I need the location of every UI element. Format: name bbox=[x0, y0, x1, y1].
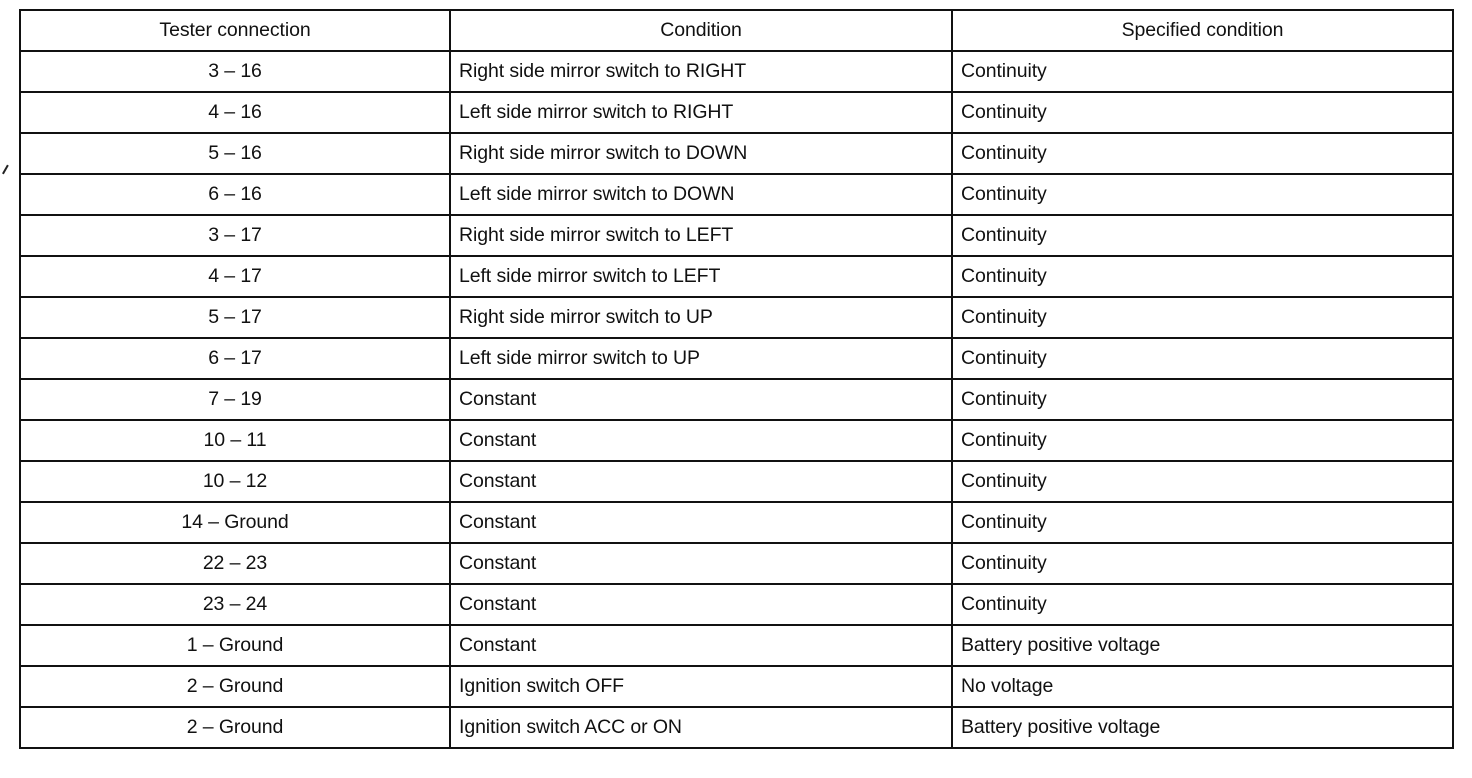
table-row bbox=[20, 625, 1453, 666]
table-row bbox=[20, 174, 1453, 215]
tester-connection-cell: 7 – 19 bbox=[20, 379, 450, 420]
table-row bbox=[20, 215, 1453, 256]
condition-cell: Right side mirror switch to RIGHT bbox=[450, 51, 952, 92]
condition-cell: Constant bbox=[450, 543, 952, 584]
table-row bbox=[20, 461, 1453, 502]
tester-connection-cell: 3 – 17 bbox=[20, 215, 450, 256]
specified-condition-cell: Continuity bbox=[952, 256, 1453, 297]
condition-cell: Constant bbox=[450, 502, 952, 543]
header-row bbox=[20, 10, 1453, 51]
specified-condition-cell: Continuity bbox=[952, 543, 1453, 584]
specified-condition-cell: Continuity bbox=[952, 379, 1453, 420]
specified-condition-cell: Battery positive voltage bbox=[952, 707, 1453, 748]
condition-cell: Constant bbox=[450, 584, 952, 625]
tester-connection-cell: 1 – Ground bbox=[20, 625, 450, 666]
tester-connection-cell: 5 – 17 bbox=[20, 297, 450, 338]
tester-connection-cell: 10 – 12 bbox=[20, 461, 450, 502]
tester-connection-cell: 4 – 17 bbox=[20, 256, 450, 297]
condition-cell: Ignition switch OFF bbox=[450, 666, 952, 707]
condition-cell: Constant bbox=[450, 379, 952, 420]
header-specified-condition: Specified condition bbox=[952, 10, 1453, 51]
condition-cell: Left side mirror switch to RIGHT bbox=[450, 92, 952, 133]
header-tester-connection: Tester connection bbox=[20, 10, 450, 51]
specified-condition-cell: Continuity bbox=[952, 461, 1453, 502]
specified-condition-cell: Continuity bbox=[952, 133, 1453, 174]
table-row bbox=[20, 502, 1453, 543]
specified-condition-cell: Continuity bbox=[952, 297, 1453, 338]
table-row bbox=[20, 338, 1453, 379]
condition-cell: Right side mirror switch to LEFT bbox=[450, 215, 952, 256]
scan-mark bbox=[2, 165, 14, 178]
specified-condition-cell: Continuity bbox=[952, 215, 1453, 256]
specified-condition-cell: Battery positive voltage bbox=[952, 625, 1453, 666]
header-condition: Condition bbox=[450, 10, 952, 51]
table-row bbox=[20, 92, 1453, 133]
specified-condition-cell: Continuity bbox=[952, 502, 1453, 543]
table-row bbox=[20, 584, 1453, 625]
table-row bbox=[20, 256, 1453, 297]
table-row bbox=[20, 133, 1453, 174]
condition-cell: Left side mirror switch to DOWN bbox=[450, 174, 952, 215]
condition-cell: Constant bbox=[450, 461, 952, 502]
tester-connection-cell: 3 – 16 bbox=[20, 51, 450, 92]
table-row bbox=[20, 297, 1453, 338]
table-row bbox=[20, 379, 1453, 420]
tester-connection-cell: 4 – 16 bbox=[20, 92, 450, 133]
tester-connection-cell: 2 – Ground bbox=[20, 666, 450, 707]
specified-condition-cell: Continuity bbox=[952, 420, 1453, 461]
condition-cell: Left side mirror switch to LEFT bbox=[450, 256, 952, 297]
table-row bbox=[20, 543, 1453, 584]
condition-cell: Constant bbox=[450, 625, 952, 666]
table-row bbox=[20, 666, 1453, 707]
tester-connection-cell: 5 – 16 bbox=[20, 133, 450, 174]
tester-connection-cell: 14 – Ground bbox=[20, 502, 450, 543]
specified-condition-cell: Continuity bbox=[952, 338, 1453, 379]
specified-condition-cell: Continuity bbox=[952, 92, 1453, 133]
tester-connection-cell: 23 – 24 bbox=[20, 584, 450, 625]
switch-inspection-table bbox=[19, 9, 1454, 749]
table-row bbox=[20, 707, 1453, 748]
table-row bbox=[20, 420, 1453, 461]
tester-connection-cell: 6 – 16 bbox=[20, 174, 450, 215]
tester-connection-cell: 2 – Ground bbox=[20, 707, 450, 748]
specified-condition-cell: Continuity bbox=[952, 174, 1453, 215]
condition-cell: Right side mirror switch to DOWN bbox=[450, 133, 952, 174]
condition-cell: Left side mirror switch to UP bbox=[450, 338, 952, 379]
specified-condition-cell: No voltage bbox=[952, 666, 1453, 707]
specified-condition-cell: Continuity bbox=[952, 51, 1453, 92]
table-row bbox=[20, 51, 1453, 92]
specified-condition-cell: Continuity bbox=[952, 584, 1453, 625]
condition-cell: Ignition switch ACC or ON bbox=[450, 707, 952, 748]
condition-cell: Constant bbox=[450, 420, 952, 461]
condition-cell: Right side mirror switch to UP bbox=[450, 297, 952, 338]
tester-connection-cell: 6 – 17 bbox=[20, 338, 450, 379]
tester-connection-cell: 10 – 11 bbox=[20, 420, 450, 461]
table-body bbox=[20, 51, 1453, 748]
tester-connection-cell: 22 – 23 bbox=[20, 543, 450, 584]
